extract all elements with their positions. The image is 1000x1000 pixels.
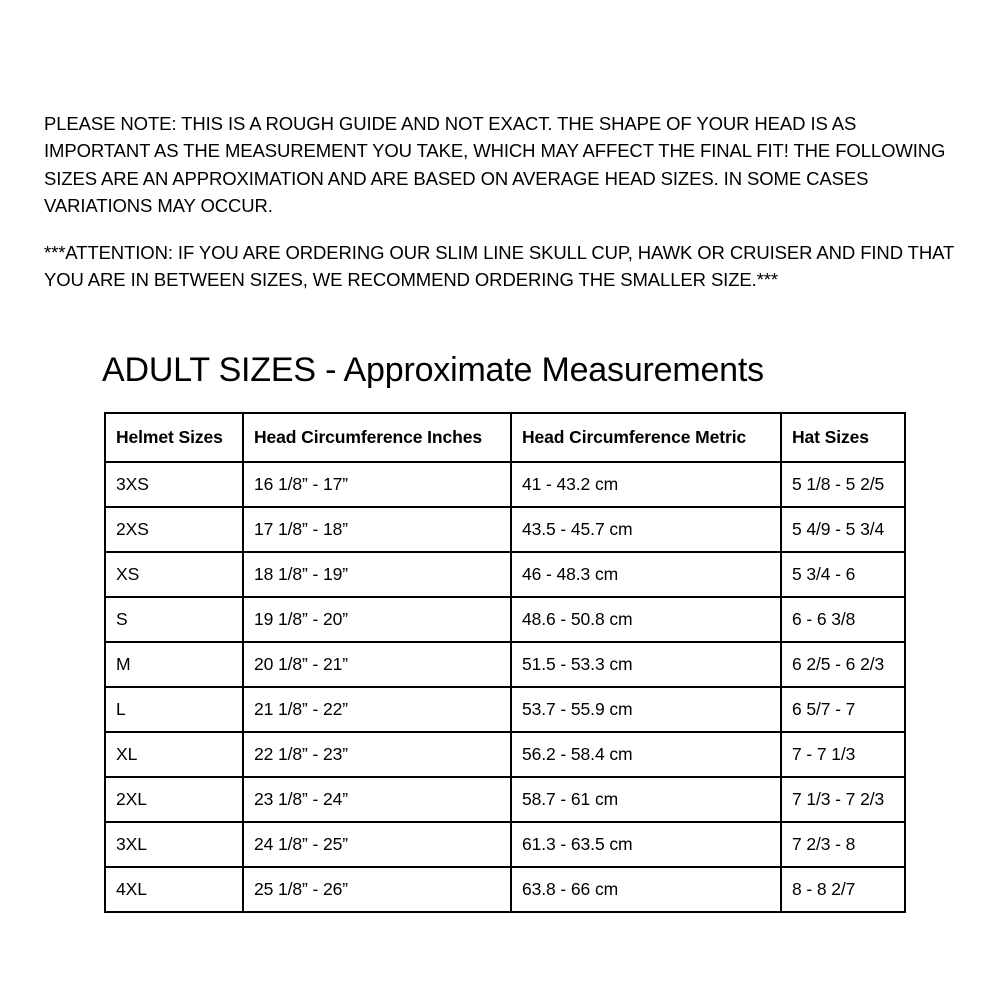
cell-hat-size: 7 2/3 - 8 bbox=[781, 822, 905, 867]
table-row bbox=[105, 462, 905, 507]
table-header bbox=[105, 413, 905, 462]
cell-metric: 53.7 - 55.9 cm bbox=[511, 687, 781, 732]
table-row bbox=[105, 867, 905, 912]
cell-inches: 16 1/8” - 17” bbox=[243, 462, 511, 507]
adult-size-table bbox=[104, 412, 906, 913]
cell-helmet-size: 2XS bbox=[105, 507, 243, 552]
table-row bbox=[105, 777, 905, 822]
cell-hat-size: 5 1/8 - 5 2/5 bbox=[781, 462, 905, 507]
cell-metric: 58.7 - 61 cm bbox=[511, 777, 781, 822]
note-paragraph-attention: ***ATTENTION: IF YOU ARE ORDERING OUR SLIM LINE SKULL CUP, HAWK OR CRUISER AND FIND THAT YOU ARE IN BETWEEN SIZES, WE RECOMMEND ORDERING THE SMALLER SIZE.*** bbox=[44, 241, 954, 290]
cell-metric: 63.8 - 66 cm bbox=[511, 867, 781, 912]
cell-helmet-size: XL bbox=[105, 732, 243, 777]
cell-hat-size: 5 4/9 - 5 3/4 bbox=[781, 507, 905, 552]
cell-inches: 20 1/8” - 21” bbox=[243, 642, 511, 687]
table-body bbox=[105, 462, 905, 912]
cell-helmet-size: S bbox=[105, 597, 243, 642]
table-row bbox=[105, 597, 905, 642]
table-row bbox=[105, 642, 905, 687]
cell-inches: 23 1/8” - 24” bbox=[243, 777, 511, 822]
cell-hat-size: 7 1/3 - 7 2/3 bbox=[781, 777, 905, 822]
table-row bbox=[105, 687, 905, 732]
column-header-head-circumference-metric: Head Circumference Metric bbox=[511, 413, 781, 462]
page-title: ADULT SIZES - Approximate Measurements bbox=[102, 351, 764, 390]
cell-inches: 22 1/8” - 23” bbox=[243, 732, 511, 777]
cell-metric: 61.3 - 63.5 cm bbox=[511, 822, 781, 867]
cell-metric: 43.5 - 45.7 cm bbox=[511, 507, 781, 552]
cell-metric: 51.5 - 53.3 cm bbox=[511, 642, 781, 687]
cell-inches: 18 1/8” - 19” bbox=[243, 552, 511, 597]
column-header-hat-sizes: Hat Sizes bbox=[781, 413, 905, 462]
table-row bbox=[105, 507, 905, 552]
cell-helmet-size: 3XL bbox=[105, 822, 243, 867]
column-header-helmet-sizes: Helmet Sizes bbox=[105, 413, 243, 462]
cell-hat-size: 6 5/7 - 7 bbox=[781, 687, 905, 732]
table-row bbox=[105, 822, 905, 867]
cell-metric: 46 - 48.3 cm bbox=[511, 552, 781, 597]
cell-hat-size: 5 3/4 - 6 bbox=[781, 552, 905, 597]
cell-hat-size: 6 2/5 - 6 2/3 bbox=[781, 642, 905, 687]
size-table-wrapper bbox=[104, 412, 956, 913]
cell-helmet-size: 4XL bbox=[105, 867, 243, 912]
cell-helmet-size: 2XL bbox=[105, 777, 243, 822]
cell-hat-size: 6 - 6 3/8 bbox=[781, 597, 905, 642]
cell-helmet-size: 3XS bbox=[105, 462, 243, 507]
cell-helmet-size: L bbox=[105, 687, 243, 732]
cell-metric: 56.2 - 58.4 cm bbox=[511, 732, 781, 777]
cell-hat-size: 8 - 8 2/7 bbox=[781, 867, 905, 912]
table-row bbox=[105, 552, 905, 597]
notes-block bbox=[44, 110, 956, 293]
cell-metric: 41 - 43.2 cm bbox=[511, 462, 781, 507]
cell-metric: 48.6 - 50.8 cm bbox=[511, 597, 781, 642]
cell-helmet-size: M bbox=[105, 642, 243, 687]
cell-inches: 21 1/8” - 22” bbox=[243, 687, 511, 732]
cell-helmet-size: XS bbox=[105, 552, 243, 597]
column-header-head-circumference-inches: Head Circumference Inches bbox=[243, 413, 511, 462]
cell-inches: 19 1/8” - 20” bbox=[243, 597, 511, 642]
table-row bbox=[105, 732, 905, 777]
cell-inches: 25 1/8” - 26” bbox=[243, 867, 511, 912]
cell-inches: 17 1/8” - 18” bbox=[243, 507, 511, 552]
cell-hat-size: 7 - 7 1/3 bbox=[781, 732, 905, 777]
table-header-row bbox=[105, 413, 905, 462]
cell-inches: 24 1/8” - 25” bbox=[243, 822, 511, 867]
note-paragraph-general: PLEASE NOTE: THIS IS A ROUGH GUIDE AND NOT EXACT. THE SHAPE OF YOUR HEAD IS AS IMPORTANT AS THE MEASUREMENT YOU TAKE, WHICH MAY AFFECT THE FINAL FIT! THE FOLLOWING SIZES ARE AN APPROXIMATION AND ARE BASED ON AVERAGE HEAD SIZES. IN SOME CASES VARIATIONS MAY OCCUR. bbox=[44, 113, 946, 217]
